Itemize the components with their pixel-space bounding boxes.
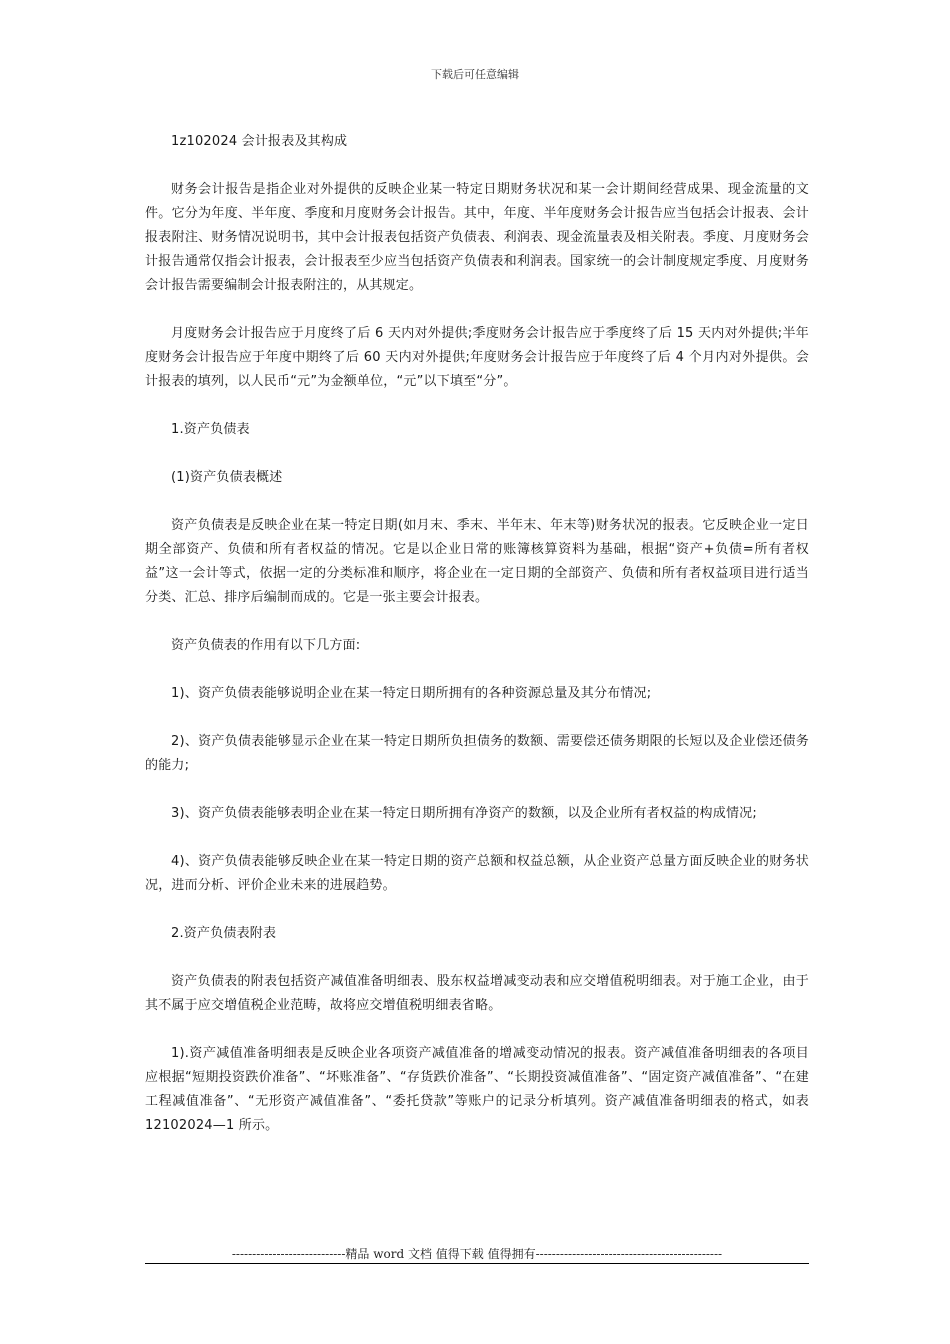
paragraph-schedules: 资产负债表的附表包括资产减值准备明细表、股东权益增减变动表和应交增值税明细表。对于施工企业，由于其不属于应交增值税企业范畴，故将应交增值税明细表省略。 [145,974,809,1013]
list-item-function-3: 3)、资产负债表能够表明企业在某一特定日期所拥有净资产的数额，以及企业所有者权益的构成情况; [171,806,757,821]
document-title: 1z102024 会计报表及其构成 [171,134,348,149]
paragraph-deadlines: 月度财务会计报告应于月度终了后 6 天内对外提供;季度财务会计报告应于季度终了后 15 天内对外提供;半年度财务会计报告应于年度中期终了后 60 天内对外提供;年度财务会计报告应于年度终了后 4 个月内对外提供。会计报表的填列，以人民币“元”为金额单位，“元”以下填至“分”。 [145,326,809,389]
subsection-heading-overview: (1)资产负债表概述 [171,470,283,485]
list-item-function-1: 1)、资产负债表能够说明企业在某一特定日期所拥有的各种资源总量及其分布情况; [171,686,652,701]
list-item-function-2: 2)、资产负债表能够显示企业在某一特定日期所负担债务的数额、需要偿还债务期限的长短以及企业偿还债务的能力; [145,734,809,773]
list-item-function-4: 4)、资产负债表能够反映企业在某一特定日期的资产总额和权益总额，从企业资产总量方面反映企业的财务状况，进而分析、评价企业未来的进展趋势。 [145,854,809,893]
paragraph-balance-sheet-definition: 资产负债表是反映企业在某一特定日期(如月末、季末、半年末、年末等)财务状况的报表。它反映企业一定日期全部资产、负债和所有者权益的情况。它是以企业日常的账簿核算资料为基础，根据“资产+负债=所有者权益”这一会计等式，依据一定的分类标准和顺序，将企业在一定日期的全部资产、负债和所有者权益项目进行适当分类、汇总、排序后编制而成的。它是一张主要会计报表。 [145,518,809,605]
section-heading-balance-sheet: 1.资产负债表 [171,422,250,437]
section-heading-schedules: 2.资产负债表附表 [171,926,277,941]
paragraph-impairment-schedule: 1).资产减值准备明细表是反映企业各项资产减值准备的增减变动情况的报表。资产减值准备明细表的各项目应根据“短期投资跌价准备”、“坏账准备”、“存货跌价准备”、“长期投资减值准备”、“固定资产减值准备”、“在建工程减值准备”、“无形资产减值准备”、“委托贷款”等账户的记录分析填列。资产减值准备明细表的格式，如表 12102024—1 所示。 [145,1046,809,1133]
paragraph-intro: 财务会计报告是指企业对外提供的反映企业某一特定日期财务状况和某一会计期间经营成果、现金流量的文件。它分为年度、半年度、季度和月度财务会计报告。其中，年度、半年度财务会计报告应当包括会计报表、会计报表附注、财务情况说明书，其中会计报表包括资产负债表、利润表、现金流量表及相关附表。季度、月度财务会计报告通常仅指会计报表，会计报表至少应当包括资产负债表和利润表。国家统一的会计制度规定季度、月度财务会计报告需要编制会计报表附注的，从其规定。 [145,182,809,293]
paragraph-functions-intro: 资产负债表的作用有以下几方面: [171,638,361,653]
page-footer: ----------------------------精品 word 文档 值得下载 值得拥有---------------------------------------------- [231,1247,723,1261]
document-body [145,130,809,1162]
page-header: 下载后可任意编辑 [431,68,519,81]
footer-divider [145,1263,809,1264]
